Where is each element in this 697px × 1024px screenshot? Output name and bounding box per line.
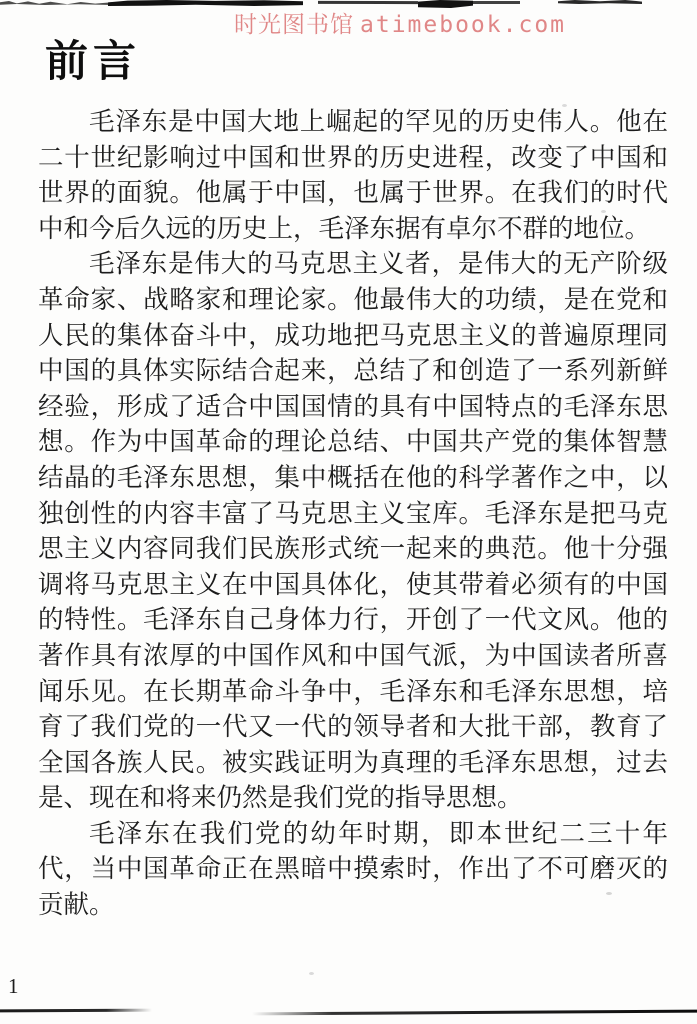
scan-artifact-top [0,1,112,5]
scan-speck [562,104,567,107]
scan-artifact-bottom [252,1010,697,1016]
paragraph: 毛泽东是中国大地上崛起的罕见的历史伟人。他在二十世纪影响过中国和世界的历史进程，改变了中国和世界的面貌。他属于中国，也属于世界。在我们的时代中和今后久远的历史上，毛泽东据有卓尔不群的地位。 [38,107,668,243]
scan-artifact-top [318,1,418,4]
page-number: 1 [8,974,19,998]
preface-text [38,104,668,923]
page-title: 前言 [45,37,141,87]
scan-artifact-bottom [0,1009,152,1013]
watermark-site-name: 时光图书馆 [234,12,354,38]
paragraph: 毛泽东是伟大的马克思主义者，是伟大的无产阶级革命家、战略家和理论家。他最伟大的功绩，是在党和人民的集体奋斗中，成功地把马克思主义的普遍原理同中国的具体实际结合起来，总结了和创造了一系列新鲜经验，形成了适合中国国情的具有中国特点的毛泽东思想。作为中国革命的理论总结、中国共产党的集体智慧结晶的毛泽东思想，集中概括在他的科学著作之中，以独创性的内容丰富了马克思主义宝库。毛泽东是把马克思主义内容同我们民族形式统一起来的典范。他十分强调将马克思主义在中国具体化，使其带着必须有的中国的特性。毛泽东自己身体力行，开创了一代文风。他的著作具有浓厚的中国作风和中国气派，为中国读者所喜闻乐见。在长期革命斗争中，毛泽东和毛泽东思想，培育了我们党的一代又一代的领导者和大批干部，教育了全国各族人民。被实践证明为真理的毛泽东思想，过去是、现在和将来仍然是我们党的指导思想。 [38,249,668,813]
scan-speck [601,210,606,213]
scan-artifact-top [558,0,642,4]
scan-artifact-top [470,1,520,4]
watermark-site-url: atimebook.com [360,12,567,38]
scan-speck [540,508,544,511]
paragraph: 毛泽东在我们党的幼年时期，即本世纪二三十年代，当中国革命正在黑暗中摸索时，作出了不可磨灭的贡献。 [38,818,668,920]
scan-speck [616,292,621,295]
scan-speck [309,972,314,975]
scan-speck [606,892,612,895]
watermark [234,6,566,39]
